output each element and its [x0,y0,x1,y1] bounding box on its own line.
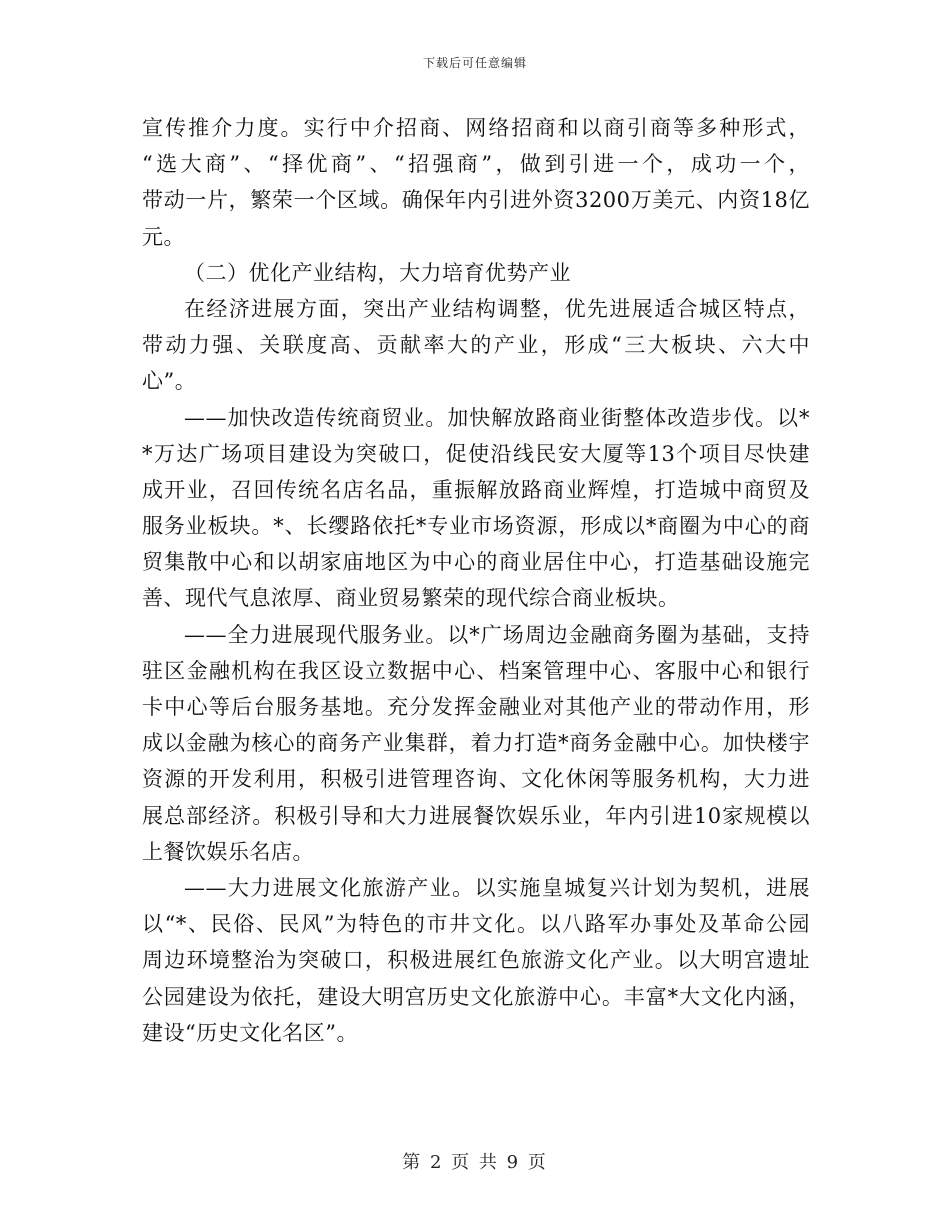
section-heading: （二）优化产业结构，大力培育优势产业 [184,260,571,285]
body-line: 以“*、民俗、民风”为特色的市井文化。以八路军办事处及革命公园 [142,912,810,937]
body-line: 善、现代气息浓厚、商业贸易繁荣的现代综合商业板块。 [142,586,680,611]
body-line: ——全力进展现代服务业。以*广场周边金融商务圈为基础，支持 [184,622,810,647]
body-line: 资源的开发利用，积极引进管理咨询、文化休闲等服务机构，大力进 [142,767,810,792]
body-line: 在经济进展方面，突出产业结构调整，优先进展适合城区特点， [184,296,810,321]
body-line: “选大商”、“择优商”、“招强商”，做到引进一个，成功一个， [142,152,810,177]
body-line: ——加快改造传统商贸业。加快解放路商业街整体改造步伐。以* [184,405,810,430]
body-line: *万达广场项目建设为突破口，促使沿线民安大厦等13个项目尽快建 [142,441,810,466]
body-line: 服务业板块。*、长缨路依托*专业市场资源，形成以*商圈为中心的商 [142,514,810,539]
body-line: 带动一片，繁荣一个区域。确保年内引进外资3200万美元、内资18亿 [142,188,810,213]
body-line: ——大力进展文化旅游产业。以实施皇城复兴计划为契机，进展 [184,875,810,900]
body-line: 元。 [142,224,185,249]
body-line: 驻区金融机构在我区设立数据中心、档案管理中心、客服中心和银行 [142,658,810,683]
page-header: 下载后可任意编辑 [422,56,527,70]
document-body [142,110,810,1051]
page-footer: 第 2 页 共 9 页 [402,1152,548,1173]
body-line: 公园建设为依托，建设大明宫历史文化旅游中心。丰富*大文化内涵， [142,984,810,1009]
body-line: 建设“历史文化名区”。 [142,1020,358,1045]
body-line: 卡中心等后台服务基地。充分发挥金融业对其他产业的带动作用，形 [142,695,810,719]
body-line: 成开业，召回传统名店名品，重振解放路商业辉煌，打造城中商贸及 [142,477,810,502]
body-line: 宣传推介力度。实行中介招商、网络招商和以商引商等多种形式， [142,116,810,140]
body-line: 展总部经济。积极引导和大力进展餐饮娱乐业，年内引进10家规模以 [142,803,810,828]
body-line: 贸集散中心和以胡家庙地区为中心的商业居住中心，打造基础设施完 [142,550,810,575]
body-line: 周边环境整治为突破口，积极进展红色旅游文化产业。以大明宫遗址 [142,948,810,973]
body-line: 上餐饮娱乐名店。 [142,839,314,864]
body-line: 带动力强、关联度高、贡献率大的产业，形成“三大板块、六大中 [142,333,810,358]
body-line: 成以金融为核心的商务产业集群，着力打造*商务金融中心。加快楼宇 [142,731,810,756]
body-line: 心”。 [142,369,197,394]
